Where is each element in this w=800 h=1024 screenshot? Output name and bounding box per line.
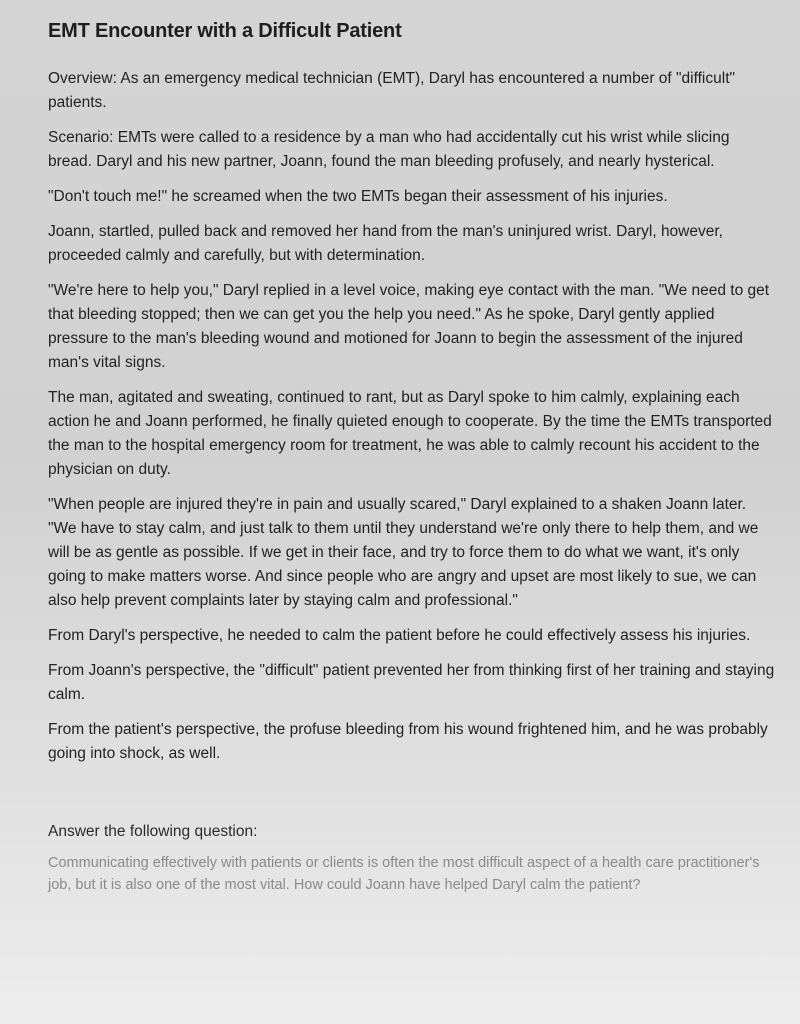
- story-paragraph-4: The man, agitated and sweating, continued to rant, but as Daryl spoke to him calmly, explaining each action he and Joann performed, he finally quieted enough to cooperate. By the time the EMTs transported the man to the hospital emergency room for treatment, he was able to calmly recount his accident to the physician on duty.: [48, 389, 772, 478]
- story-paragraph-3: "We're here to help you," Daryl replied in a level voice, making eye contact with the man. "We need to get that bleeding stopped; then we can get you the help you need." As he spoke, Daryl gently applied pressure to the man's bleeding wound and motioned for Joann to begin the assessment of the injured man's vital signs.: [48, 282, 770, 371]
- question-heading: Answer the following question:: [48, 823, 258, 840]
- overview-label: Overview:: [48, 70, 117, 87]
- question-text: Communicating effectively with patients or clients is often the most difficult aspect of a health care practitioner's job, but it is also one of the most vital. How could Joann have helped Daryl calm the patient?: [48, 855, 760, 893]
- story-paragraph-1: "Don't touch me!" he screamed when the two EMTs began their assessment of his injuries.: [48, 188, 668, 205]
- document-title: EMT Encounter with a Difficult Patient: [48, 20, 402, 42]
- story-paragraph-5: "When people are injured they're in pain and usually scared," Daryl explained to a shaken Joann later. "We have to stay calm, and just talk to them until they understand we're only there to help them, and we will be as gentle as possible. If we get in their face, and try to force them to do what we want, it's only going to make matters worse. And since people who are angry and upset are most likely to sue, we can also help prevent complaints later by staying calm and professional.": [48, 496, 759, 609]
- story-paragraph-2: Joann, startled, pulled back and removed her hand from the man's uninjured wrist. Daryl, however, proceeded calmly and carefully, but with determination.: [48, 223, 723, 264]
- scenario-text: EMTs were called to a residence by a man who had accidentally cut his wrist while slicing bread. Daryl and his new partner, Joann, found the man bleeding profusely, and nearly hysterical.: [48, 129, 730, 170]
- overview-text: As an emergency medical technician (EMT), Daryl has encountered a number of "difficult" patients.: [48, 70, 736, 111]
- scenario-paragraph: [48, 126, 776, 174]
- perspective-joann: From Joann's perspective, the "difficult" patient prevented her from thinking first of her training and staying calm.: [48, 662, 775, 703]
- overview-paragraph: [48, 67, 776, 115]
- perspective-daryl: From Daryl's perspective, he needed to calm the patient before he could effectively assess his injuries.: [48, 627, 751, 644]
- perspective-patient: From the patient's perspective, the profuse bleeding from his wound frightened him, and he was probably going into shock, as well.: [48, 721, 768, 762]
- scenario-label: Scenario:: [48, 129, 114, 146]
